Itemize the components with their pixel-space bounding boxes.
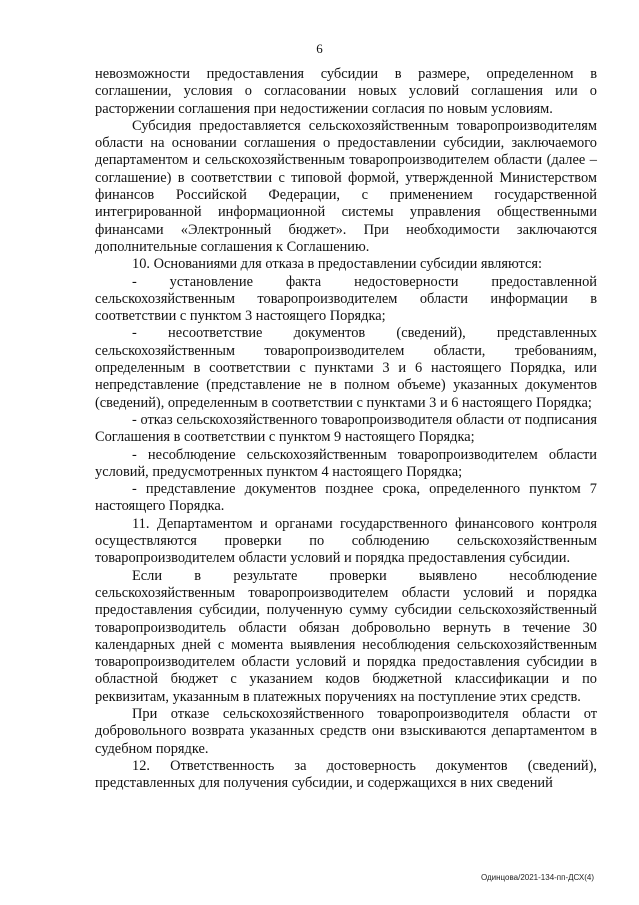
document-body <box>95 66 597 792</box>
paragraph-item-11: 11. Департаментом и органами государственного финансового контроля осуществляются проверки по соблюдению сельскохозяйственным товаропроизводителем области условий и порядка предоставления субсидии. <box>95 515 597 567</box>
refusal-ground-1: - установление факта недостоверности предоставленной сельскохозяйственным товаропроизводителем области информации в соответствии с пунктом 3 настоящего Порядка; <box>95 273 597 325</box>
refusal-ground-4: - несоблюдение сельскохозяйственным товаропроизводителем области условий, предусмотренных пунктом 4 настоящего Порядка; <box>95 446 597 480</box>
refusal-ground-5: - представление документов позднее срока, определенного пунктом 7 настоящего Порядка. <box>95 481 597 515</box>
document-footer-code: Одинцова/2021-134-пп-ДСХ(4) <box>480 873 594 882</box>
paragraph-continuation: невозможности предоставления субсидии в размере, определенном в соглашении, условия о согласовании новых условий соглашения или о расторжении соглашения при недостижении согласия по новым условиям. <box>95 66 597 117</box>
paragraph-subsidy-agreement: Субсидия предоставляется сельскохозяйственным товаропроизводителям области на основании соглашения о предоставлении субсидии, заключаемого департаментом и сельскохозяйственным товаропроизводителем области (далее – соглашение) в соответствии с типовой формой, утвержденной Министерством финансов Российской Федерации, с применением государственной интегрированной информационной системы управления общественными финансами «Электронный бюджет». При необходимости заключаются дополнительные соглашения к Соглашению. <box>95 117 597 255</box>
paragraph-return-subsidy: Если в результате проверки выявлено несоблюдение сельскохозяйственным товаропроизводителем области условий и порядка предоставления субсидии, полученную сумму субсидии сельскохозяйственный товаропроизводитель области обязан добровольно вернуть в течение 30 календарных дней с момента выявления несоблюдения сельскохозяйственным товаропроизводителем области условий и порядка предоставления субсидии в областной бюджет с указанием кодов бюджетной классификации и по реквизитам, указанным в платежных поручениях на поступление этих средств. <box>95 567 597 705</box>
refusal-ground-3: - отказ сельскохозяйственного товаропроизводителя области от подписания Соглашения в соответствии с пунктом 9 настоящего Порядка; <box>95 411 597 446</box>
paragraph-item-10: 10. Основаниями для отказа в предоставлении субсидии являются: <box>132 256 542 273</box>
paragraph-court-recovery: При отказе сельскохозяйственного товаропроизводителя области от добровольного возврата указанных средств они взыскиваются департаментом в судебном порядке. <box>95 705 597 757</box>
page-number: 6 <box>316 41 323 56</box>
paragraph-item-12: 12. Ответственность за достоверность документов (сведений), представленных для получения субсидии, и содержащихся в них сведений <box>95 757 597 792</box>
refusal-ground-2: - несоответствие документов (сведений), представленных сельскохозяйственным товаропроизводителем области, требованиям, определенным в соответствии с пунктами 3 и 6 настоящего Порядка, или непредставление (представление не в полном объеме) указанных документов (сведений), определенным в соответствии с пунктами 3 и 6 настоящего Порядка; <box>95 325 597 411</box>
